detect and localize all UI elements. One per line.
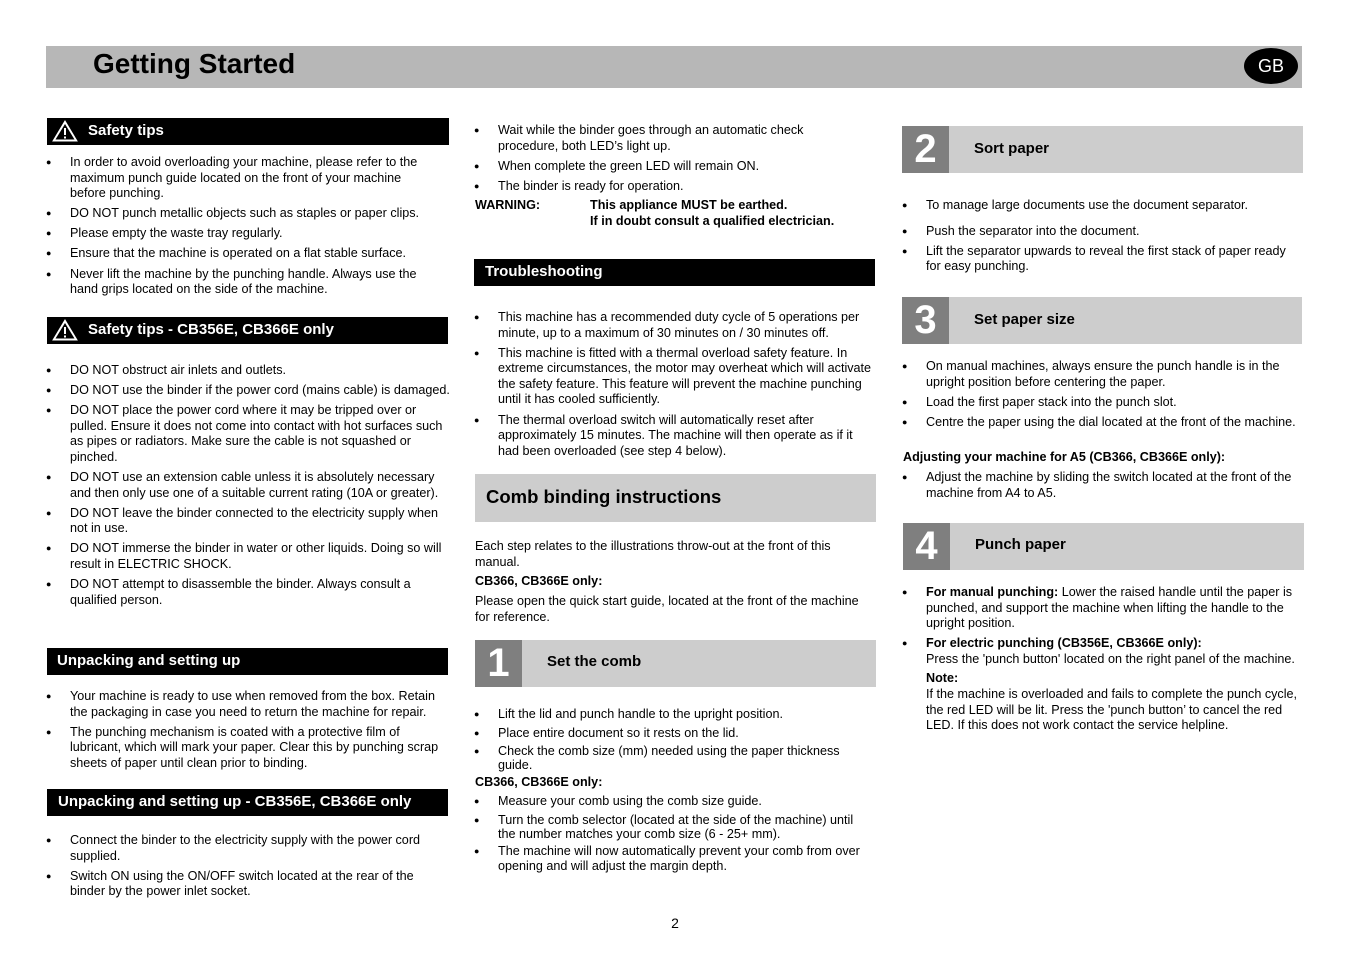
list-item: ● Lift the separator upwards to reveal the first stack of paper ready for easy punching. <box>902 244 1302 275</box>
step-2-heading <box>902 126 1303 173</box>
list-item: ● The binder is ready for operation. <box>474 179 854 195</box>
section-title: Safety tips <box>88 122 164 139</box>
startup-list <box>474 123 854 199</box>
step-1-cb-label: CB366, CB366E only: <box>475 775 603 789</box>
manual-punching-text: Lower the raised handle until the paper is punched, and support the machine when lifting the handle to the upright position. <box>926 585 1293 631</box>
step-label: Set paper size <box>974 311 1075 328</box>
section-title: Troubleshooting <box>485 263 603 280</box>
safety-tips-cb-list <box>46 363 450 613</box>
note-text: If the machine is overloaded and fails to complete the punch cycle, the red LED will be lit. Press the 'punch button’ to cancel the red LED. If this does not work contact the service helpline. <box>926 687 1298 733</box>
comb-cb-label: CB366, CB366E only: <box>475 574 603 588</box>
step-2-list <box>902 198 1302 279</box>
safety-tips-heading <box>47 118 449 145</box>
page-header <box>46 46 1302 88</box>
step-4-list <box>902 585 1302 738</box>
list-item: ● This machine is fitted with a thermal overload safety feature. In extreme circumstances, the motor may overheat which will activate the safety feature. This feature will prevent the machine punching until it has cooled sufficiently. <box>474 346 874 408</box>
list-item: ● Push the separator into the document. <box>902 224 1302 240</box>
step-label: Sort paper <box>974 140 1050 157</box>
warning-label: WARNING: <box>475 198 541 212</box>
section-title: Comb binding instructions <box>486 486 722 507</box>
unpacking-cb-heading <box>47 789 448 816</box>
comb-intro: Each step relates to the illustrations throw-out at the front of this manual. <box>475 539 831 569</box>
step-label: Punch paper <box>975 536 1066 553</box>
list-item: ● To manage large documents use the document separator. <box>902 198 1302 214</box>
troubleshooting-heading <box>474 259 875 286</box>
section-title: Safety tips - CB356E, CB366E only <box>88 321 334 338</box>
list-item: ● In order to avoid overloading your machine, please refer to the maximum punch guide located on the front of your machine before punching. <box>46 155 438 202</box>
list-item: ● DO NOT immerse the binder in water or other liquids. Doing so will result in ELECTRIC SHOCK. <box>46 541 450 572</box>
safety-tips-cb-heading <box>47 317 448 344</box>
list-item: ● Connect the binder to the electricity supply with the power cord supplied. <box>46 833 438 864</box>
list-item: ● This machine has a recommended duty cycle of 5 operations per minute, up to a maximum of 30 minutes on / 30 minutes off. <box>474 310 874 341</box>
manual-punching-label: For manual punching: <box>926 585 1059 599</box>
page-number: 2 <box>671 915 679 931</box>
step-4-heading <box>903 523 1304 570</box>
list-item: ● Check the comb size (mm) needed using the paper thickness guide. <box>474 744 869 772</box>
electric-punching-label: ● For electric punching (CB356E, CB366E only): <box>926 636 1202 651</box>
list-item: ● Centre the paper using the dial located at the front of the machine. <box>902 415 1302 431</box>
a5-label: Adjusting your machine for A5 (CB366, CB366E only): <box>903 450 1226 464</box>
step-number: 1 <box>475 640 522 687</box>
comb-cb-text: Please open the quick start guide, located at the front of the machine for reference. <box>475 594 859 624</box>
list-item: ● Place entire document so it rests on the lid. <box>474 726 869 742</box>
list-item: ● DO NOT attempt to disassemble the binder. Always consult a qualified person. <box>46 577 450 608</box>
section-title: Unpacking and setting up <box>57 652 241 669</box>
warning-icon <box>51 119 79 143</box>
list-item: ● Measure your comb using the comb size guide. <box>474 794 874 810</box>
step-1-heading <box>475 640 876 687</box>
electric-punching-text: Press the 'punch button' located on the right panel of the machine. <box>926 651 1295 666</box>
list-item: ● DO NOT obstruct air inlets and outlets. <box>46 363 450 379</box>
step-1-cb-list <box>474 794 874 878</box>
warning-icon <box>51 318 79 342</box>
list-item: ● DO NOT use an extension cable unless it is absolutely necessary and then only use one of a suitable current rating (10A or greater). <box>46 470 450 501</box>
note-label: Note: <box>926 671 959 686</box>
a5-list <box>902 470 1302 506</box>
list-item: ● Your machine is ready to use when removed from the box. Retain the packaging in case you need to return the machine for repair. <box>46 689 450 720</box>
step-1-list <box>474 707 869 775</box>
list-item: ● The punching mechanism is coated with a protective film of lubricant, which will mark your paper. Clear this by punching scrap sheets of paper until clean prior to binding. <box>46 725 450 772</box>
list-item: ● Load the first paper stack into the punch slot. <box>902 395 1302 411</box>
list-item: ● DO NOT use the binder if the power cord (mains cable) is damaged. <box>46 383 450 399</box>
list-item: ● When complete the green LED will remain ON. <box>474 159 854 175</box>
list-item: ● Turn the comb selector (located at the side of the machine) until the number matches your comb size (6 - 25+ mm). <box>474 813 874 841</box>
list-item: ● The thermal overload switch will automatically reset after approximately 15 minutes. The machine will then operate as if it had been overloaded (see step 4 below). <box>474 413 874 460</box>
language-badge: GB <box>1244 48 1298 84</box>
list-item: ● DO NOT punch metallic objects such as staples or paper clips. <box>46 206 438 222</box>
list-item: ● Switch ON using the ON/OFF switch located at the rear of the binder by the power inlet socket. <box>46 869 438 900</box>
step-number: 4 <box>903 523 950 570</box>
list-item: ● Lift the lid and punch handle to the upright position. <box>474 707 869 723</box>
page-title: Getting Started <box>93 48 296 79</box>
troubleshooting-list <box>474 310 874 464</box>
list-item: ● On manual machines, always ensure the punch handle is in the upright position before centering the paper. <box>902 359 1302 390</box>
list-item <box>902 636 1302 734</box>
safety-tips-list <box>46 155 438 302</box>
section-title: Unpacking and setting up - CB356E, CB366E only <box>58 793 412 810</box>
list-item: ● DO NOT place the power cord where it may be tripped over or pulled. Ensure it does not come into contact with hot surfaces such as pipes or radiators. Make sure the cable is not squashed or pinched. <box>46 403 450 465</box>
list-item: ● Adjust the machine by sliding the switch located at the front of the machine from A4 to A5. <box>902 470 1302 501</box>
step-number: 2 <box>902 126 949 173</box>
step-3-list <box>902 359 1302 435</box>
list-item <box>902 585 1302 632</box>
step-3-heading <box>902 297 1302 344</box>
comb-binding-heading <box>475 474 876 522</box>
step-number: 3 <box>902 297 949 344</box>
list-item: ● Please empty the waste tray regularly. <box>46 226 438 242</box>
warning-line-1: This appliance MUST be earthed. <box>590 198 788 212</box>
list-item: ● The machine will now automatically prevent your comb from over opening and will adjust the margin depth. <box>474 844 874 875</box>
step-label: Set the comb <box>547 653 642 670</box>
list-item: ● DO NOT leave the binder connected to the electricity supply when not in use. <box>46 506 450 537</box>
warning-line-2: If in doubt consult a qualified electrician. <box>590 214 835 228</box>
unpacking-heading <box>47 648 448 675</box>
list-item: ● Ensure that the machine is operated on a flat stable surface. <box>46 246 438 262</box>
list-item: ● Wait while the binder goes through an automatic check procedure, both LED’s light up. <box>474 123 854 154</box>
list-item: ● Never lift the machine by the punching handle. Always use the hand grips located on the side of the machine. <box>46 267 438 298</box>
unpacking-cb-list <box>46 833 438 904</box>
unpacking-list <box>46 689 450 776</box>
